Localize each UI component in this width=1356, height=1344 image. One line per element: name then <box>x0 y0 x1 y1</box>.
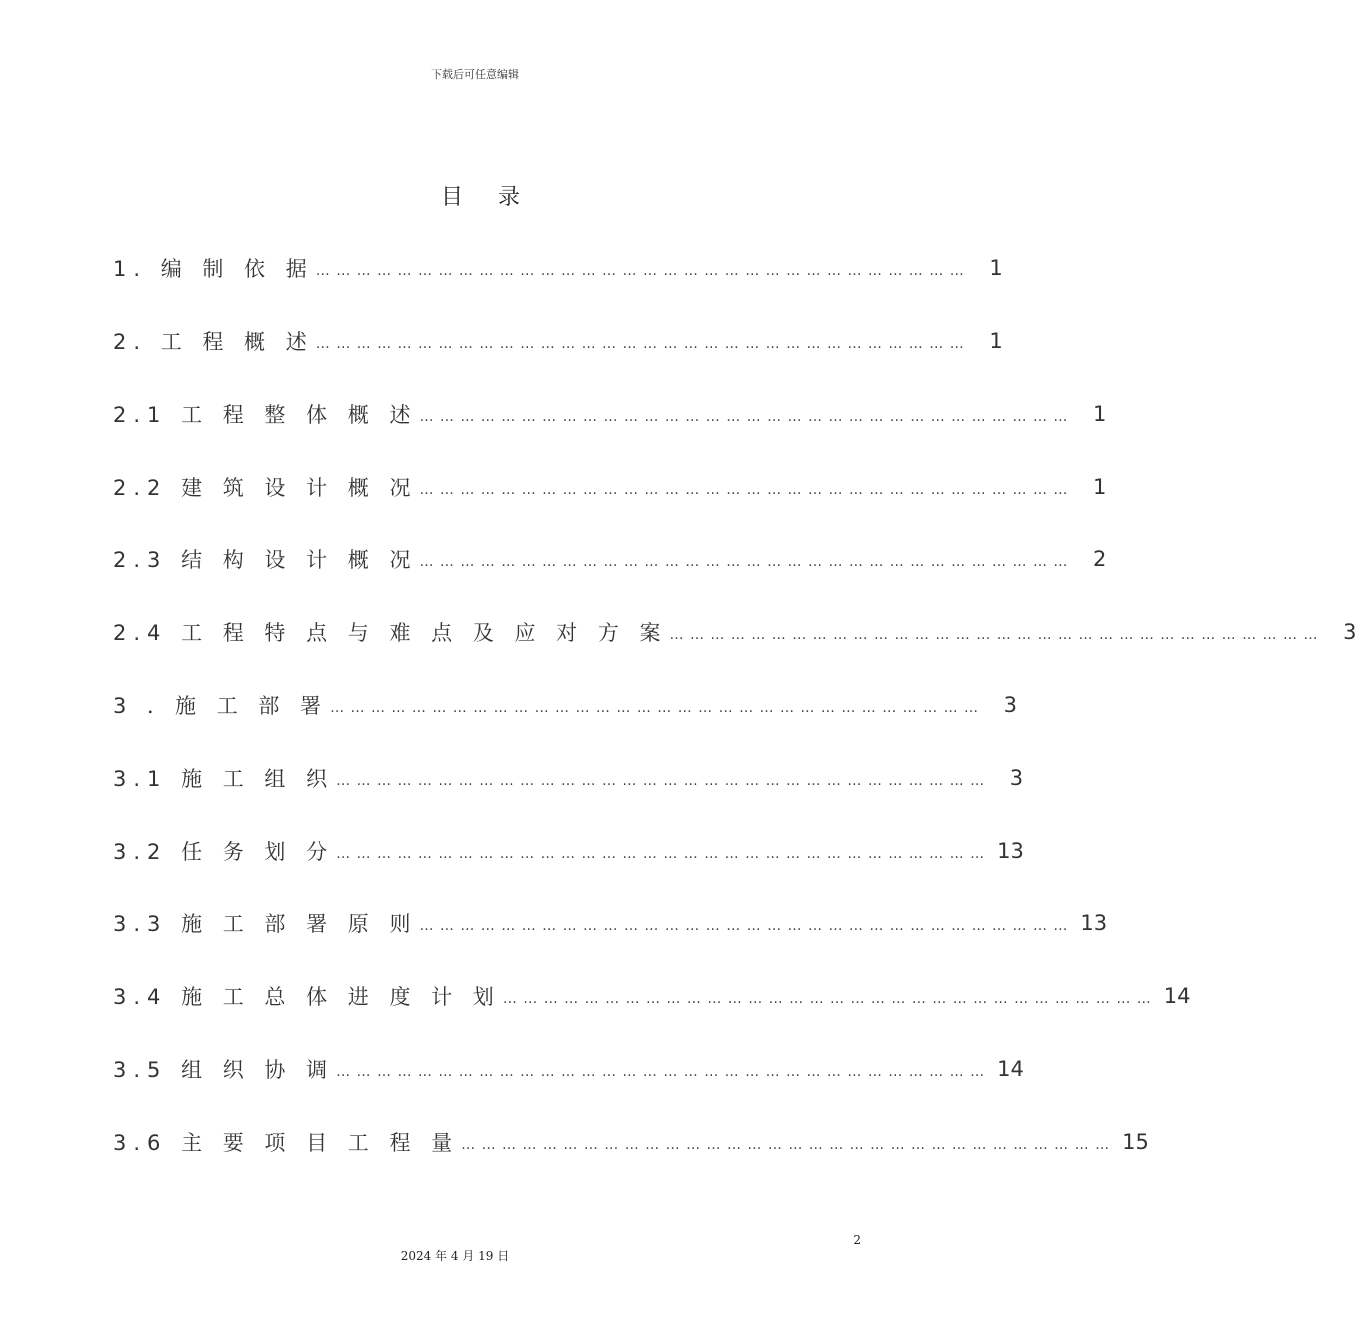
toc-dot-leader: … … … … … … … … … … … … … … … … … … … … … … … … … … … … … … … … <box>330 700 980 716</box>
toc-entry-label: 2.1 工 程 整 体 概 述 <box>113 403 418 427</box>
toc-dot-leader: … … … … … … … … … … … … … … … … … … … … … … … … … … … … … … … … <box>419 554 1069 570</box>
toc-entry-page: 2 <box>1093 547 1107 571</box>
toc-dot-leader: … … … … … … … … … … … … … … … … … … … … … … … … … … … … … … … … <box>336 1064 986 1080</box>
toc-entry[interactable] <box>113 1052 1024 1086</box>
toc-entry-page: 13 <box>1080 911 1108 935</box>
toc-entry-label: 2.4 工 程 特 点 与 难 点 及 应 对 方 案 <box>113 621 668 645</box>
toc-entry-page: 3 <box>1009 766 1024 790</box>
page-number: 2 <box>853 1233 861 1247</box>
toc-entry-label: 1. 编 制 依 据 <box>113 257 314 281</box>
toc-entry-page: 1 <box>989 329 1003 353</box>
toc-entry-page: 13 <box>997 839 1024 863</box>
toc-entry-label: 2.2 建 筑 设 计 概 况 <box>113 476 418 500</box>
toc-entry-label: 2.3 结 构 设 计 概 况 <box>113 548 418 572</box>
toc-dot-leader: … … … … … … … … … … … … … … … … … … … … … … … … … … … … … … … … <box>669 627 1319 643</box>
toc-entry[interactable] <box>113 979 1191 1013</box>
toc-entry[interactable] <box>113 470 1107 504</box>
toc-entry[interactable] <box>113 761 1024 795</box>
toc-entry-label: 3.2 任 务 划 分 <box>113 840 335 864</box>
toc-entry[interactable] <box>113 688 1018 722</box>
toc-dot-leader: … … … … … … … … … … … … … … … … … … … … … … … … … … … … … … … … <box>336 773 986 789</box>
toc-entry[interactable] <box>113 615 1356 649</box>
toc-entry-page: 14 <box>1163 984 1191 1008</box>
toc-entry-page: 1 <box>1093 475 1107 499</box>
toc-dot-leader: … … … … … … … … … … … … … … … … … … … … … … … … … … … … … … … … <box>502 991 1152 1007</box>
toc-entry-label: 3.4 施 工 总 体 进 度 计 划 <box>113 985 501 1009</box>
toc-entry-label: 3.1 施 工 组 织 <box>113 767 335 791</box>
toc-entry-label: 3 ．施 工 部 署 <box>113 694 329 718</box>
toc-dot-leader: … … … … … … … … … … … … … … … … … … … … … … … … … … … … … … … … <box>315 263 965 279</box>
toc-entry[interactable] <box>113 542 1107 576</box>
toc-entry-page: 3 <box>1343 620 1356 644</box>
page-header: 下载后可任意编辑 <box>431 68 519 81</box>
toc-dot-leader: … … … … … … … … … … … … … … … … … … … … … … … … … … … … … … … … <box>419 918 1069 934</box>
toc-entry[interactable] <box>113 834 1024 868</box>
toc-entry[interactable] <box>113 1125 1149 1159</box>
toc-entry-page: 15 <box>1122 1130 1149 1154</box>
toc-dot-leader: … … … … … … … … … … … … … … … … … … … … … … … … … … … … … … … … <box>336 846 986 862</box>
toc-entry-label: 3.5 组 织 协 调 <box>113 1058 335 1082</box>
toc-entry-label: 3.3 施 工 部 署 原 则 <box>113 912 418 936</box>
toc-dot-leader: … … … … … … … … … … … … … … … … … … … … … … … … … … … … … … … … <box>419 482 1069 498</box>
toc-entry[interactable] <box>113 906 1108 940</box>
toc-entry-page: 3 <box>1003 693 1018 717</box>
toc-dot-leader: … … … … … … … … … … … … … … … … … … … … … … … … … … … … … … … … <box>419 409 1069 425</box>
toc-entry[interactable] <box>113 397 1107 431</box>
toc-entry-label: 2. 工 程 概 述 <box>113 330 314 354</box>
toc-dot-leader: … … … … … … … … … … … … … … … … … … … … … … … … … … … … … … … … <box>461 1137 1111 1153</box>
toc-entry[interactable] <box>113 251 1003 285</box>
toc-dot-leader: … … … … … … … … … … … … … … … … … … … … … … … … … … … … … … … … <box>315 336 965 352</box>
toc-entry-page: 1 <box>1093 402 1107 426</box>
toc-entry-label: 3.6 主 要 项 目 工 程 量 <box>113 1131 460 1155</box>
toc-entry-page: 1 <box>989 256 1003 280</box>
toc-entry-page: 14 <box>997 1057 1024 1081</box>
footer-date: 2024 年 4 月 19 日 <box>400 1249 510 1263</box>
toc-title: 目 录 <box>441 185 534 210</box>
toc-entry[interactable] <box>113 324 1003 358</box>
